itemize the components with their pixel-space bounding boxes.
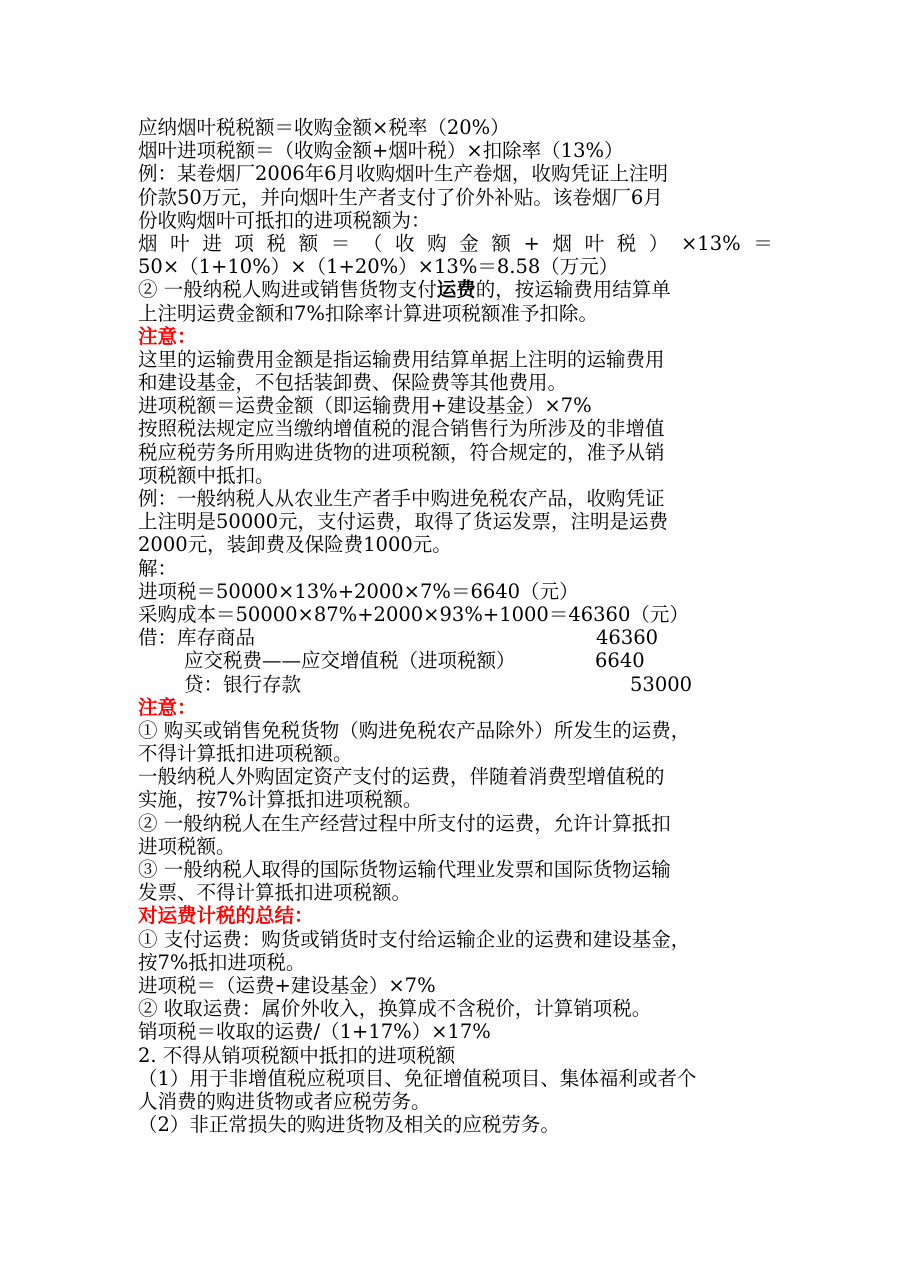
text-line: 进项税额＝运费金额（即运输费用+建设基金）×7% [138,394,592,418]
text-line: 价款50万元，并向烟叶生产者支付了价外补贴。该卷烟厂6月 [138,185,663,209]
journal-entry-debit [138,626,773,649]
text-line: 这里的运输费用金额是指运输费用结算单据上注明的运输费用 [138,347,665,371]
text-line: 按照税法规定应当缴纳增值税的混合销售行为所涉及的非增值 [138,417,665,441]
text-line: 例：一般纳税人从农业生产者手中购进免税农产品，收购凭证 [138,487,665,510]
journal-label: 应交税费——应交增值税（进项税额） [184,649,516,673]
text-line: ③ 一般纳税人取得的国际货物运输代理业发票和国际货物运输 [138,858,671,881]
formula-char: 额 [298,231,319,255]
text-line: （2）非正常损失的购进货物及相关的应税劳务。 [138,1113,560,1137]
text-line: ① 购买或销售免税货物（购进免税农产品除外）所发生的运费， [138,718,691,742]
section-heading: 对运费计税的总结： [138,904,314,928]
text-line: 进项税＝50000×13%+2000×7%＝6640（元） [138,579,579,603]
text-line: 例：某卷烟厂2006年6月收购烟叶生产卷烟，收购凭证上注明 [138,162,669,186]
text-line: ② 收取运费：属价外收入，换算成不含税价，计算销项税。 [138,997,652,1021]
text-line: 采购成本＝50000×87%+2000×93%+1000＝46360（元） [138,602,689,626]
text-line: 税应税劳务所用购进货物的进项税额，符合规定的，准予从销 [138,440,665,464]
formula-char: 税 [616,231,637,255]
text-line: 不得计算抵扣进项税额。 [138,742,353,766]
text-line: 一般纳税人外购固定资产支付的运费，伴随着消费型增值税的 [138,765,665,789]
formula-char: + [523,231,540,255]
text-line: 应纳烟叶税税额＝收购金额×税率（20%） [138,116,510,139]
text-line: 2000元，装卸费及保险费1000元。 [138,533,452,557]
section-heading: 注意： [138,324,197,348]
text-line: 进项税额。 [138,834,236,858]
text-line: 进项税＝（运费+建设基金）×7% [138,973,436,997]
formula-char: 税 [266,231,287,255]
formula-char: 购 [427,231,447,255]
text-line: 发票、不得计算抵扣进项税额。 [138,881,412,905]
formula-char: （ [362,231,383,255]
journal-entry-credit [138,673,773,696]
document-page [138,116,773,1136]
formula-char: 金 [459,231,479,255]
text-run: 的，按运输费用结算单 [475,278,671,302]
text-line: 解： [138,556,178,580]
text-line: 按7%抵扣进项税。 [138,950,306,974]
text-line: 2. 不得从销项税额中抵扣的进项税额 [138,1043,456,1067]
text-line: ② 一般纳税人在生产经营过程中所支付的运费，允许计算抵扣 [138,811,671,835]
text-line: 50×（1+10%）×（1+20%）×13%＝8.58（万元） [138,255,619,279]
text-line: 上注明是50000元，支付运费，取得了货运发票，注明是运费 [138,510,669,534]
formula-char: 进 [202,231,222,255]
text-line: ① 支付运费：购货或销货时支付给运输企业的运费和建设基金， [138,927,691,951]
text-run: ② 一般纳税人购进或销售货物支付 [138,278,437,302]
formula-char: 烟 [552,231,572,255]
text-line: 份收购烟叶可抵扣的进项税额为： [138,208,431,232]
bold-term: 运费 [436,278,476,302]
formula-char: 收 [395,231,415,255]
formula-char: 额 [491,231,511,255]
formula-char: 烟 [138,231,158,255]
journal-label: 借：库存商品 [138,626,256,650]
journal-amount: 53000 [630,672,693,696]
text-line: 烟叶进项税额＝（收购金额+烟叶税）×扣除率（13%） [138,139,624,163]
formula-char: ＝ [753,231,773,255]
formula-line-justified [138,232,773,255]
journal-entry-debit-2 [138,649,773,672]
section-heading: 注意： [138,695,197,719]
formula-char: ×13% [680,231,741,255]
text-line: （1）用于非增值税应税项目、免征增值税项目、集体福利或者个 [138,1066,697,1090]
journal-amount: 46360 [596,626,659,650]
formula-char: 叶 [584,231,605,255]
formula-char: 叶 [170,231,190,255]
formula-char: 项 [234,231,254,255]
text-line: 和建设基金，不包括装卸费、保险费等其他费用。 [138,371,568,395]
text-line: 实施，按7%计算抵扣进项税额。 [138,788,423,812]
journal-label: 贷：银行存款 [184,672,302,696]
journal-amount: 6640 [595,649,645,673]
formula-char: ＝ [330,231,351,255]
text-line: 项税额中抵扣。 [138,463,275,487]
text-line: 人消费的购进货物或者应税劳务。 [138,1089,431,1113]
text-line [138,278,773,301]
text-line: 销项税＝收取的运费/（1+17%）×17% [138,1020,491,1044]
formula-char: ） [648,231,669,255]
text-line: 上注明运费金额和7%扣除率计算进项税额准予扣除。 [138,301,598,325]
